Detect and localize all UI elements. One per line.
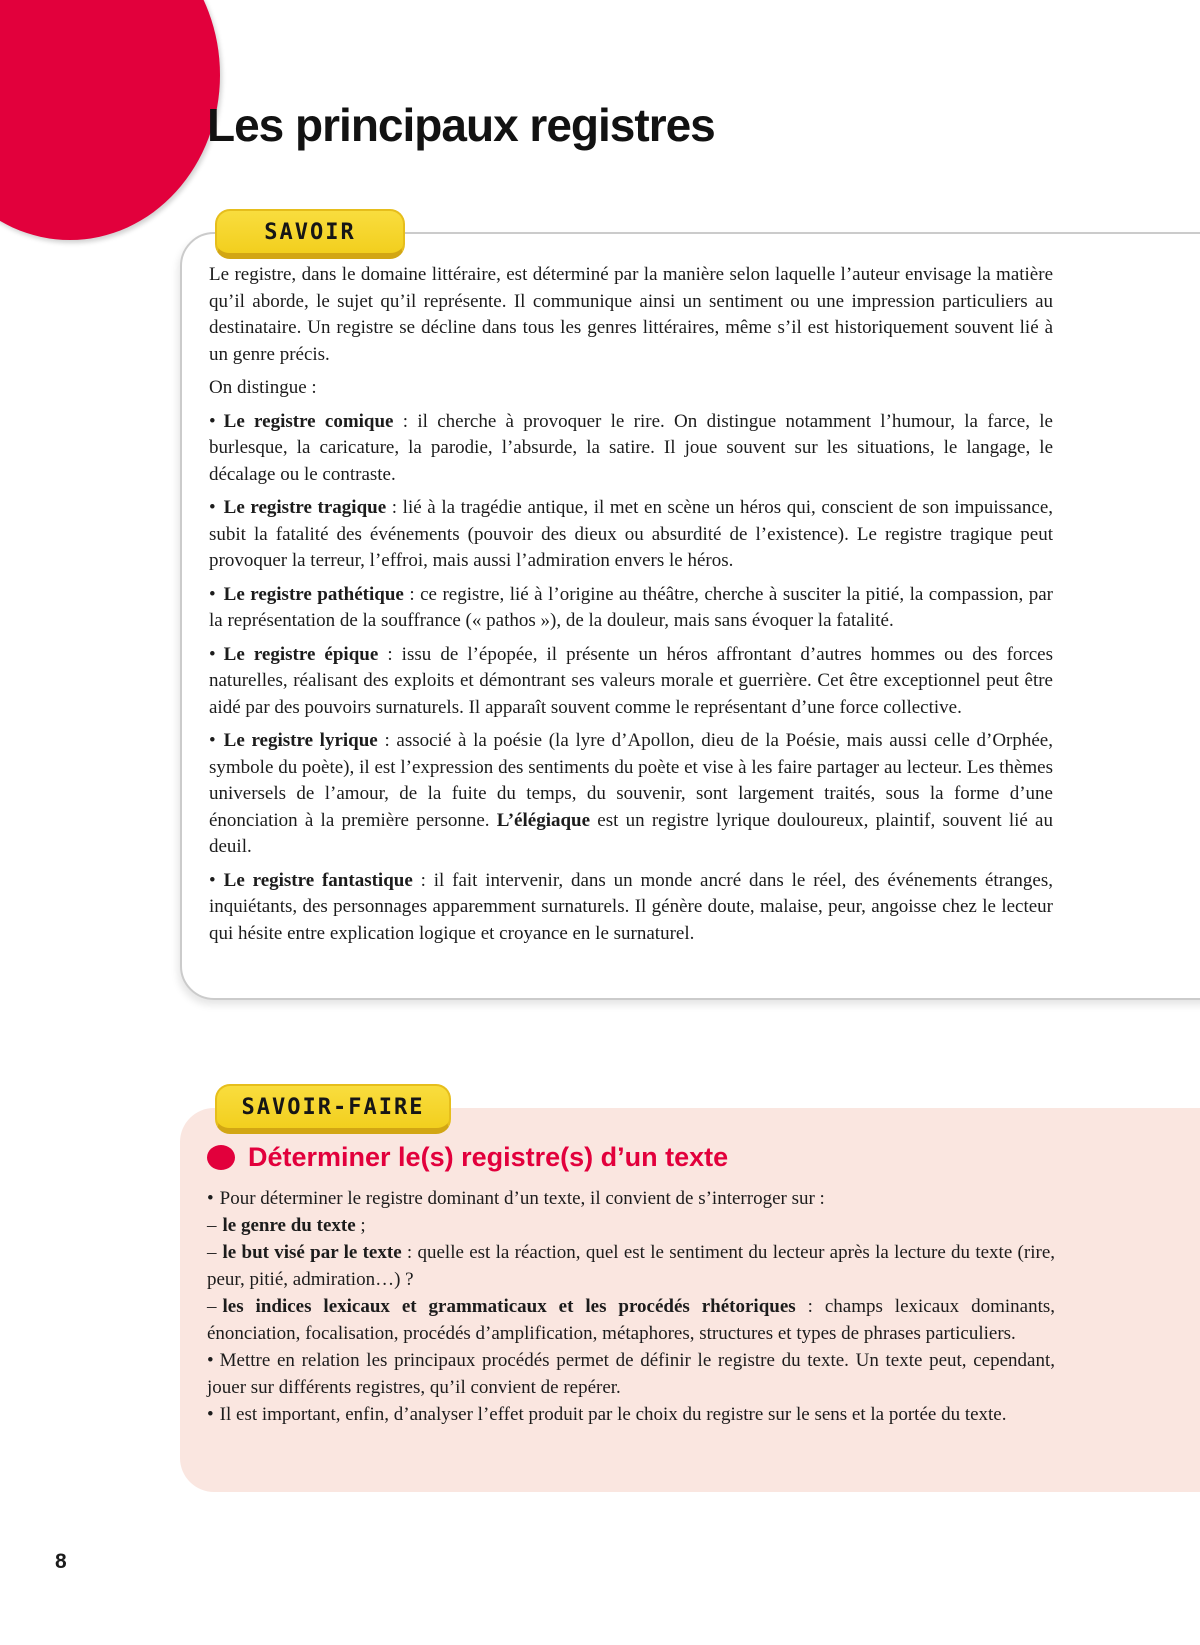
savoir-faire-heading: [207, 1144, 1055, 1171]
sf-text: Il est important, enfin, d’analyser l’effet produit par le choix du registre sur le sens et la portée du texte.: [219, 1404, 1007, 1425]
savoir-distingue-line: On distingue :: [209, 377, 317, 398]
register-text: : il cherche à provoquer le rire. On distingue notamment l’humour, la farce, le burlesque, la caricature, la parodie, l’absurde, la satire. Il joue souvent sur les situations, le langage, le décalage ou le contraste.: [209, 410, 1053, 485]
register-text: : issu de l’épopée, il présente un héros affrontant d’autres hommes ou des forces naturelles, réalisant des exploits et démontrant ses valeurs morale et guerrière. Cet être exceptionnel peut être aidé par des pouvoirs surnaturels. Il apparaît souvent comme le représentant d’une force collective.: [209, 643, 1053, 718]
bullet-icon: •: [207, 1404, 214, 1425]
bullet-icon: •: [209, 730, 216, 751]
page-title: Les principaux registres: [207, 98, 715, 151]
sf-paragraph: [207, 1185, 1055, 1212]
page-number: 8: [55, 1550, 67, 1573]
savoir-panel: [180, 232, 1200, 1000]
savoir-faire-panel: [180, 1108, 1200, 1492]
sf-text: Mettre en relation les principaux procédés permet de définir le registre du texte. Un texte peut, cependant, jouer sur différents registres, qu’il convient de repérer.: [207, 1350, 1055, 1398]
red-dot-icon: [207, 1145, 235, 1170]
bullet-icon: •: [209, 643, 216, 665]
sf-paragraph: [207, 1401, 1055, 1428]
register-text: : ce registre, lié à l’origine au théâtre, cherche à susciter la pitié, la compassion, par la représentation de la souffrance (« pathos »), de la douleur, mais sans évoquer la fatalité.: [209, 583, 1053, 631]
bullet-icon: •: [209, 410, 216, 432]
register-name: Le registre épique: [223, 643, 379, 665]
savoir-faire-badge-label: SAVOIR-FAIRE: [241, 1094, 425, 1120]
register-name: Le registre lyrique: [223, 730, 378, 751]
sf-text: : champs lexicaux dominants, énonciation, focalisation, procédés d’amplification, métaphores, structures et types de phrases particuliers.: [207, 1296, 1056, 1344]
register-item-fantastique: [209, 868, 1053, 948]
savoir-intro-paragraph: Le registre, dans le domaine littéraire, est déterminé par la manière selon laquelle l’auteur envisage la matière qu’il aborde, le sujet qu’il représente. Il communique ainsi un sentiment ou une impression particuliers au destinataire. Un registre se décline dans tous les genres littéraires, même s’il est historiquement souvent lié à un genre précis.: [209, 264, 1053, 365]
dash-icon: –: [207, 1242, 217, 1263]
chapter-corner-shape: [0, 0, 220, 240]
register-text: : il fait intervenir, dans un monde ancré dans le réel, des événements étranges, inquiétants, des personnages apparemment surnaturels. Il génère doute, malaise, peur, angoisse chez le lecteur qui hésite entre explication logique et croyance en le surnaturel.: [209, 869, 1053, 944]
savoir-badge-label: SAVOIR: [264, 219, 356, 245]
register-text-after: est un registre lyrique douloureux, plaintif, souvent lié au deuil.: [209, 809, 1053, 857]
sf-paragraph: [207, 1239, 1055, 1293]
savoir-faire-badge: [215, 1084, 451, 1134]
savoir-content: [182, 234, 1200, 981]
bullet-icon: •: [209, 869, 216, 891]
dash-icon: –: [207, 1215, 217, 1236]
sf-paragraph: [207, 1293, 1055, 1347]
sf-bold-lead: le genre du texte: [222, 1215, 356, 1236]
savoir-badge: [215, 209, 405, 259]
bullet-icon: •: [209, 497, 216, 518]
sf-paragraph: [207, 1347, 1055, 1401]
register-item-epique: [209, 642, 1053, 722]
register-name: Le registre comique: [223, 410, 394, 432]
sf-text: ;: [355, 1215, 366, 1236]
sf-bold-lead: le but visé par le texte: [222, 1242, 402, 1263]
savoir-faire-content: [180, 1108, 1200, 1458]
sf-paragraph: [207, 1212, 1055, 1239]
register-name: Le registre tragique: [223, 497, 387, 518]
bullet-icon: •: [209, 583, 216, 605]
register-text: : associé à la poésie (la lyre d’Apollon, dieu de la Poésie, mais aussi celle d’Orphée, symbole du poète), il est l’expression des sentiments du poète et vise à les faire partager au lecteur. Les thèmes universels de l’amour, de la fuite du temps, du souvenir, sont largement traités, sous la forme d’une énonciation à la première personne.: [209, 730, 1053, 831]
savoir-faire-heading-text: Déterminer le(s) registre(s) d’un texte: [248, 1142, 729, 1172]
register-name: Le registre fantastique: [223, 869, 413, 891]
register-item-pathetique: [209, 582, 1053, 635]
register-item-comique: [209, 409, 1053, 489]
register-name: Le registre pathétique: [223, 583, 404, 605]
dash-icon: –: [207, 1296, 217, 1317]
bullet-icon: •: [207, 1188, 214, 1209]
register-bold-mid: L’élégiaque: [496, 809, 591, 831]
sf-text: : quelle est la réaction, quel est le sentiment du lecteur après la lecture du texte (rire, peur, pitié, admiration…) ?: [207, 1242, 1055, 1290]
sf-text: Pour déterminer le registre dominant d’un texte, il convient de s’interroger sur :: [219, 1188, 825, 1209]
sf-bold-lead: les indices lexicaux et grammaticaux et les procédés rhétoriques: [222, 1296, 796, 1317]
bullet-icon: •: [207, 1350, 214, 1371]
register-text: : lié à la tragédie antique, il met en scène un héros qui, conscient de son impuissance, subit la fatalité des événements (pouvoir des dieux ou absurdité de l’existence). Le registre tragique peut provoquer la terreur, l’effroi, mais aussi l’admiration envers le héros.: [209, 497, 1053, 571]
register-item-tragique: [209, 495, 1053, 575]
register-item-lyrique: [209, 728, 1053, 861]
